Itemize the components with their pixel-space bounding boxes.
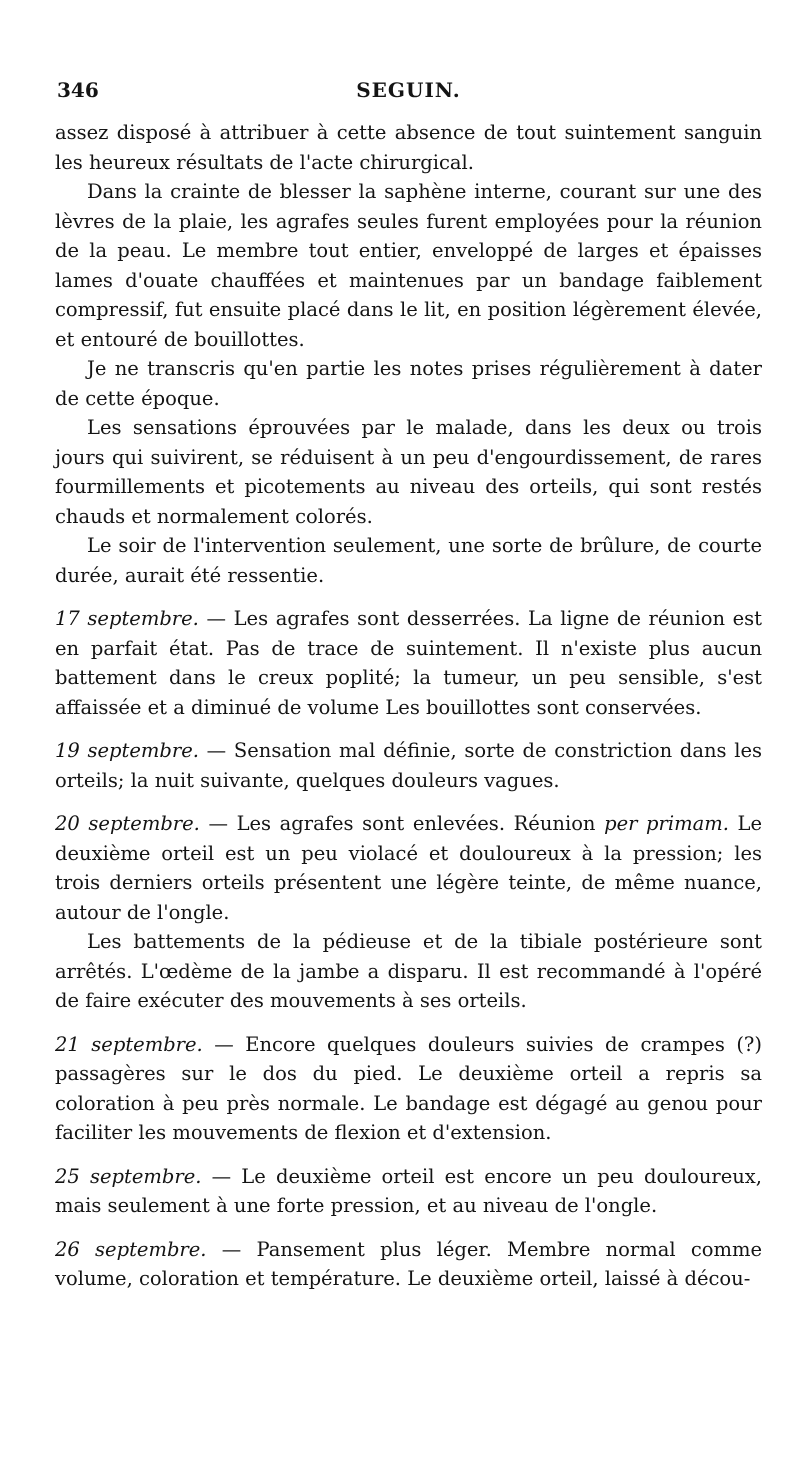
entry-text: — Encore quelques douleurs suivies de crampes (?) passagères sur le dos du pied. Le deuxième orteil a repris sa coloration à peu près normale. Le bandage est dégagé au genou pour faciliter les mouvements de flexion et d'extension. — [55, 1032, 762, 1144]
entry-date: 17 septembre. — [55, 607, 199, 630]
entry-text: — Sensation mal définie, sorte de constriction dans les orteils; la nuit suivante, quelques douleurs vagues. — [55, 739, 763, 792]
entry-date: 20 septembre. — [55, 812, 200, 835]
entry-text: — Pansement plus léger. Membre normal comme volume, coloration et température. Le deuxième orteil, laissé à décou- — [55, 1237, 762, 1290]
entry-text: — Les agrafes sont enlevées. Réunion — [199, 812, 605, 835]
entry-text: — Le deuxième orteil est encore un peu douloureux, mais seulement à une forte pression, et au niveau de l'ongle. — [55, 1164, 762, 1217]
entry-date: 26 septembre. — [55, 1237, 207, 1261]
entry-date: 25 septembre. — [55, 1164, 202, 1188]
paragraph: Je ne transcris qu'en partie les notes prises régulièrement à dater de cette époque. — [55, 357, 762, 410]
page-header — [55, 78, 762, 118]
paragraph: Dans la crainte de blesser la saphène interne, courant sur une des lèvres de la plaie, les agrafes seules furent employées pour la réunion de la peau. Le membre tout entier, enveloppé de larges et épaisses lames d'ouate chauffées et maintenues par un bandage faiblement compressif, fut ensuite placé dans le lit, en position légèrement élevée, et entouré de bouillottes. — [55, 180, 762, 351]
paragraph: Le soir de l'intervention seulement, une sorte de brûlure, de courte durée, aurait été ressentie. — [55, 534, 762, 587]
diary-entry-17 — [55, 604, 762, 722]
diary-entry-26 — [55, 1235, 762, 1294]
diary-entry-25 — [55, 1162, 762, 1221]
page-body — [55, 118, 762, 1294]
running-head: SEGUIN. — [356, 78, 461, 102]
latin-phrase: per primam. — [604, 812, 729, 835]
page-number: 346 — [57, 78, 99, 102]
paragraph: Les sensations éprouvées par le malade, dans les deux ou trois jours qui suivirent, se réduisent à un peu d'engourdissement, de rares fourmillements et picotements au niveau des orteils, qui sont restés chauds et normalement colorés. — [55, 416, 762, 528]
entry-text: Le deuxième orteil est un peu violacé et douloureux à la pression; les trois derniers orteils présentent une légère teinte, de même nuance, autour de l'ongle. — [55, 812, 762, 924]
entry-date: 21 septembre. — [55, 1032, 203, 1056]
diary-entry-19 — [55, 736, 762, 795]
diary-entry-20 — [55, 809, 762, 927]
paragraph: Les battements de la pédieuse et de la tibiale postérieure sont arrêtés. L'œdème de la jambe a disparu. Il est recommandé à l'opéré de faire exécuter des mouvements à ses orteils. — [55, 930, 762, 1012]
entry-date: 19 septembre. — [55, 739, 199, 762]
paragraph: assez disposé à attribuer à cette absence de tout suintement sanguin les heureux résultats de l'acte chirurgical. — [55, 121, 762, 174]
entry-text: — Les agrafes sont desserrées. La ligne de réunion est en parfait état. Pas de trace de suintement. Il n'existe plus aucun battement dans le creux poplité; la tumeur, un peu sensible, s'est affaissée et a diminué de volume Les bouillottes sont conservées. — [55, 607, 763, 719]
diary-entry-21 — [55, 1030, 762, 1148]
